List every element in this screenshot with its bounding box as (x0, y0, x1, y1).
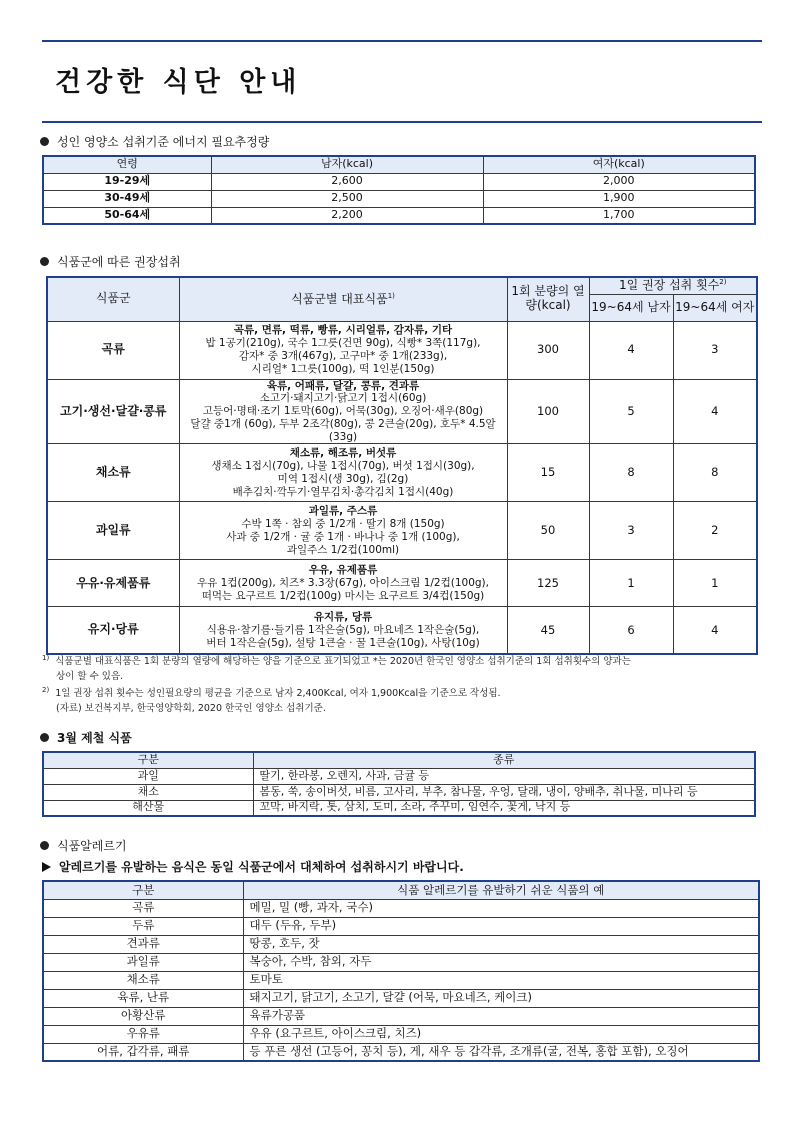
table-row (43, 989, 759, 1007)
seasonal-section-heading (40, 729, 132, 746)
age-cell: 30-49세 (43, 190, 211, 207)
kcal-cell: 300 (507, 321, 589, 379)
footnote-2-text: 1일 권장 섭취 횟수는 성인필요량의 평균을 기준으로 남자 2,400Kcal, 여자 1,900Kcal을 기준으로 작성됨. (55, 688, 501, 700)
category-cell: 우유류 (43, 1025, 243, 1043)
allergy-heading-text: 식품알레르기 (57, 839, 127, 853)
allergy-note (42, 858, 464, 875)
examples-cell: 등 푸른 생선 (고등어, 꽁치 등), 게, 새우 등 갑각류, 조개류(굴, 전복, 홍합 포함), 오징어 (243, 1043, 759, 1061)
category-cell: 아황산류 (43, 1007, 243, 1025)
category-cell: 두류 (43, 917, 243, 935)
triangle-right-icon (42, 862, 51, 872)
header-rep-sup: 1) (387, 291, 395, 300)
female-kcal-cell: 1,700 (483, 207, 755, 224)
kcal-cell: 100 (507, 379, 589, 444)
bullet-icon (40, 257, 49, 266)
group-name-cell: 유지·당류 (47, 607, 179, 654)
rep-food-line: 생채소 1접시(70g), 나물 1접시(70g), 버섯 1접시(30g), (211, 460, 475, 473)
female-kcal-cell: 2,000 (483, 173, 755, 190)
footnote-1-mark: 1) (42, 654, 50, 662)
table-row (43, 935, 759, 953)
page-title: 건강한 식단 안내 (55, 67, 302, 98)
rep-food-line: 고등어·명태·조기 1토막(60g), 어묵(30g), 오징어·새우(80g) (202, 405, 484, 418)
table-row (43, 768, 755, 784)
energy-table (42, 155, 756, 225)
header-group: 식품군 (47, 277, 179, 321)
table-row (43, 800, 755, 816)
category-cell: 해산물 (43, 800, 253, 816)
female-count-cell: 3 (673, 321, 757, 379)
energy-heading-text: 성인 영양소 섭취기준 에너지 필요추정량 (57, 135, 270, 149)
rep-food-heading: 과일류, 주스류 (308, 505, 378, 518)
male-count-cell: 6 (589, 607, 673, 654)
table-header-row (43, 881, 759, 899)
kcal-cell: 15 (507, 444, 589, 502)
food-group-table (46, 276, 758, 655)
category-cell: 과일 (43, 768, 253, 784)
kinds-cell: 꼬막, 바지락, 톳, 삼치, 도미, 소라, 주꾸미, 임연수, 꽃게, 낙지 등 (253, 800, 755, 816)
footnote-2 (42, 685, 762, 717)
rep-food-cell (179, 321, 507, 379)
category-cell: 채소류 (43, 971, 243, 989)
category-cell: 육류, 난류 (43, 989, 243, 1007)
seasonal-heading-text: 3월 제철 식품 (57, 731, 132, 745)
header-category: 구분 (43, 752, 253, 768)
rep-food-line: 사과 중 1/2개 · 귤 중 1개 · 바나나 중 1개 (100g), (226, 530, 460, 543)
examples-cell: 대두 (두유, 두부) (243, 917, 759, 935)
group-name-cell: 과일류 (47, 502, 179, 560)
table-row (43, 190, 755, 207)
table-row (47, 560, 757, 607)
table-row (43, 1043, 759, 1061)
table-header-row (43, 752, 755, 768)
header-examples: 식품 알레르기를 유발하기 쉬운 식품의 예 (243, 881, 759, 899)
table-row (47, 502, 757, 560)
footnote-2-mark: 2) (42, 686, 50, 694)
examples-cell: 우유 (요구르트, 아이스크림, 치즈) (243, 1025, 759, 1043)
group-name-cell: 채소류 (47, 444, 179, 502)
rep-food-line: 떠먹는 요구르트 1/2컵(100g) 마시는 요구르트 3/4컵(150g) (201, 589, 485, 602)
food-section-heading (40, 253, 181, 270)
header-category: 구분 (43, 881, 243, 899)
male-kcal-cell: 2,500 (211, 190, 483, 207)
source-note: (자료) 보건복지부, 한국영양학회, 2020 한국인 영양소 섭취기준. (56, 702, 326, 714)
rep-food-line: 식용유·참기름·들기름 1작은술(5g), 마요네즈 1작은술(5g), (206, 623, 480, 636)
top-rule (42, 40, 762, 42)
kinds-cell: 봄동, 쑥, 송이버섯, 비름, 고사리, 부추, 참나물, 우엉, 달래, 냉이, 양배추, 취나물, 미나리 등 (253, 784, 755, 800)
age-cell: 50-64세 (43, 207, 211, 224)
table-header-row (43, 156, 755, 173)
table-row (43, 173, 755, 190)
female-count-cell: 1 (673, 560, 757, 607)
category-cell: 어류, 갑각류, 패류 (43, 1043, 243, 1061)
allergy-section-heading (40, 837, 127, 854)
food-heading-text: 식품군에 따른 권장섭취 (57, 255, 181, 269)
rep-food-line: 수박 1쪽 · 참외 중 1/2개 · 딸기 8개 (150g) (241, 518, 445, 531)
header-male: 남자(kcal) (211, 156, 483, 173)
footnote-1 (42, 653, 762, 685)
allergy-note-text: 알레르기를 유발하는 음식은 동일 식품군에서 대체하여 섭취하시기 바랍니다. (59, 860, 464, 874)
rep-food-cell (179, 560, 507, 607)
rep-food-cell (179, 444, 507, 502)
rep-food-line: 과일주스 1/2컵(100ml) (286, 543, 400, 556)
bullet-icon (40, 733, 49, 742)
header-male: 19~64세 남자 (589, 294, 673, 321)
male-count-cell: 8 (589, 444, 673, 502)
title-bottom-rule (42, 121, 762, 123)
table-row (43, 953, 759, 971)
examples-cell: 복숭아, 수박, 참외, 자두 (243, 953, 759, 971)
examples-cell: 메밀, 밀 (빵, 과자, 국수) (243, 899, 759, 917)
examples-cell: 토마토 (243, 971, 759, 989)
rep-food-heading: 우유, 유제품류 (308, 564, 378, 577)
kinds-cell: 딸기, 한라봉, 오렌지, 사과, 금귤 등 (253, 768, 755, 784)
male-kcal-cell: 2,600 (211, 173, 483, 190)
header-daily (589, 277, 757, 294)
female-kcal-cell: 1,900 (483, 190, 755, 207)
table-row (47, 607, 757, 654)
footnote-1-text: 식품군별 대표식품은 1회 분량의 열량에 해당하는 양을 기준으로 표기되었고 *는 2020년 한국인 영양소 섭취기준의 1회 섭취횟수의 양과는 (55, 656, 631, 668)
table-row (47, 321, 757, 379)
rep-food-line: 버터 1작은술(5g), 설탕 1큰술 · 꿀 1큰술(10g), 사탕(10g) (206, 636, 480, 649)
male-count-cell: 1 (589, 560, 673, 607)
allergy-table (42, 880, 760, 1062)
examples-cell: 돼지고기, 닭고기, 소고기, 달걀 (어묵, 마요네즈, 케이크) (243, 989, 759, 1007)
rep-food-heading: 육류, 어패류, 달걀, 콩류, 견과류 (266, 379, 420, 392)
table-header-row (47, 277, 757, 294)
rep-food-line: 소고기·돼지고기·닭고기 1접시(60g) (259, 392, 427, 405)
age-cell: 19-29세 (43, 173, 211, 190)
category-cell: 곡류 (43, 899, 243, 917)
table-row (47, 444, 757, 502)
male-count-cell: 5 (589, 379, 673, 444)
energy-section-heading (40, 133, 269, 150)
rep-food-line: 우유 1컵(200g), 치즈* 3.3장(67g), 아이스크림 1/2컵(100g), (197, 577, 489, 590)
group-name-cell: 우유·유제품류 (47, 560, 179, 607)
table-row (43, 1007, 759, 1025)
table-row (47, 379, 757, 444)
header-daily-sup: 2) (719, 278, 727, 287)
kcal-cell: 45 (507, 607, 589, 654)
group-name-cell: 고기·생선·달걀·콩류 (47, 379, 179, 444)
rep-food-heading: 유지류, 당류 (313, 611, 373, 624)
header-daily-text: 1일 권장 섭취 횟수 (619, 278, 720, 293)
kcal-cell: 125 (507, 560, 589, 607)
table-row (43, 1025, 759, 1043)
category-cell: 견과류 (43, 935, 243, 953)
rep-food-line: 배추김치·깍두기·열무김치·총각김치 1접시(40g) (232, 485, 454, 498)
header-kinds: 종류 (253, 752, 755, 768)
examples-cell: 땅콩, 호두, 잣 (243, 935, 759, 953)
footnote-1-continued: 상이 할 수 있음. (56, 670, 124, 682)
header-female: 19~64세 여자 (673, 294, 757, 321)
rep-food-cell (179, 607, 507, 654)
rep-food-line: 시리얼* 1그릇(100g), 떡 1인분(150g) (251, 362, 435, 375)
table-row (43, 971, 759, 989)
table-row (43, 917, 759, 935)
header-kcal: 1회 분량의 열량(kcal) (507, 277, 589, 321)
header-age: 연령 (43, 156, 211, 173)
bullet-icon (40, 841, 49, 850)
table-row (43, 784, 755, 800)
group-name-cell: 곡류 (47, 321, 179, 379)
table-row (43, 207, 755, 224)
rep-food-cell (179, 379, 507, 444)
rep-food-line: 미역 1접시(생 30g), 김(2g) (277, 472, 409, 485)
male-kcal-cell: 2,200 (211, 207, 483, 224)
rep-food-line: 달걀 중1개 (60g), 두부 2조각(80g), 콩 2큰술(20g), 호두* 4.5알(33g) (190, 417, 496, 443)
rep-food-heading: 채소류, 해조류, 버섯류 (289, 447, 397, 460)
header-rep (179, 277, 507, 321)
rep-food-line: 밥 1공기(210g), 국수 1그릇(건면 90g), 식빵* 3쪽(117g), (205, 337, 481, 350)
seasonal-food-table (42, 751, 756, 817)
examples-cell: 육류가공품 (243, 1007, 759, 1025)
female-count-cell: 4 (673, 607, 757, 654)
female-count-cell: 2 (673, 502, 757, 560)
female-count-cell: 4 (673, 379, 757, 444)
female-count-cell: 8 (673, 444, 757, 502)
male-count-cell: 4 (589, 321, 673, 379)
header-female: 여자(kcal) (483, 156, 755, 173)
bullet-icon (40, 137, 49, 146)
kcal-cell: 50 (507, 502, 589, 560)
rep-food-heading: 곡류, 면류, 떡류, 빵류, 시리얼류, 감자류, 기타 (233, 324, 453, 337)
male-count-cell: 3 (589, 502, 673, 560)
header-rep-text: 식품군별 대표식품 (291, 291, 388, 306)
table-row (43, 899, 759, 917)
rep-food-line: 감자* 중 3개(467g), 고구마* 중 1개(233g), (238, 350, 448, 362)
category-cell: 과일류 (43, 953, 243, 971)
category-cell: 채소 (43, 784, 253, 800)
rep-food-cell (179, 502, 507, 560)
